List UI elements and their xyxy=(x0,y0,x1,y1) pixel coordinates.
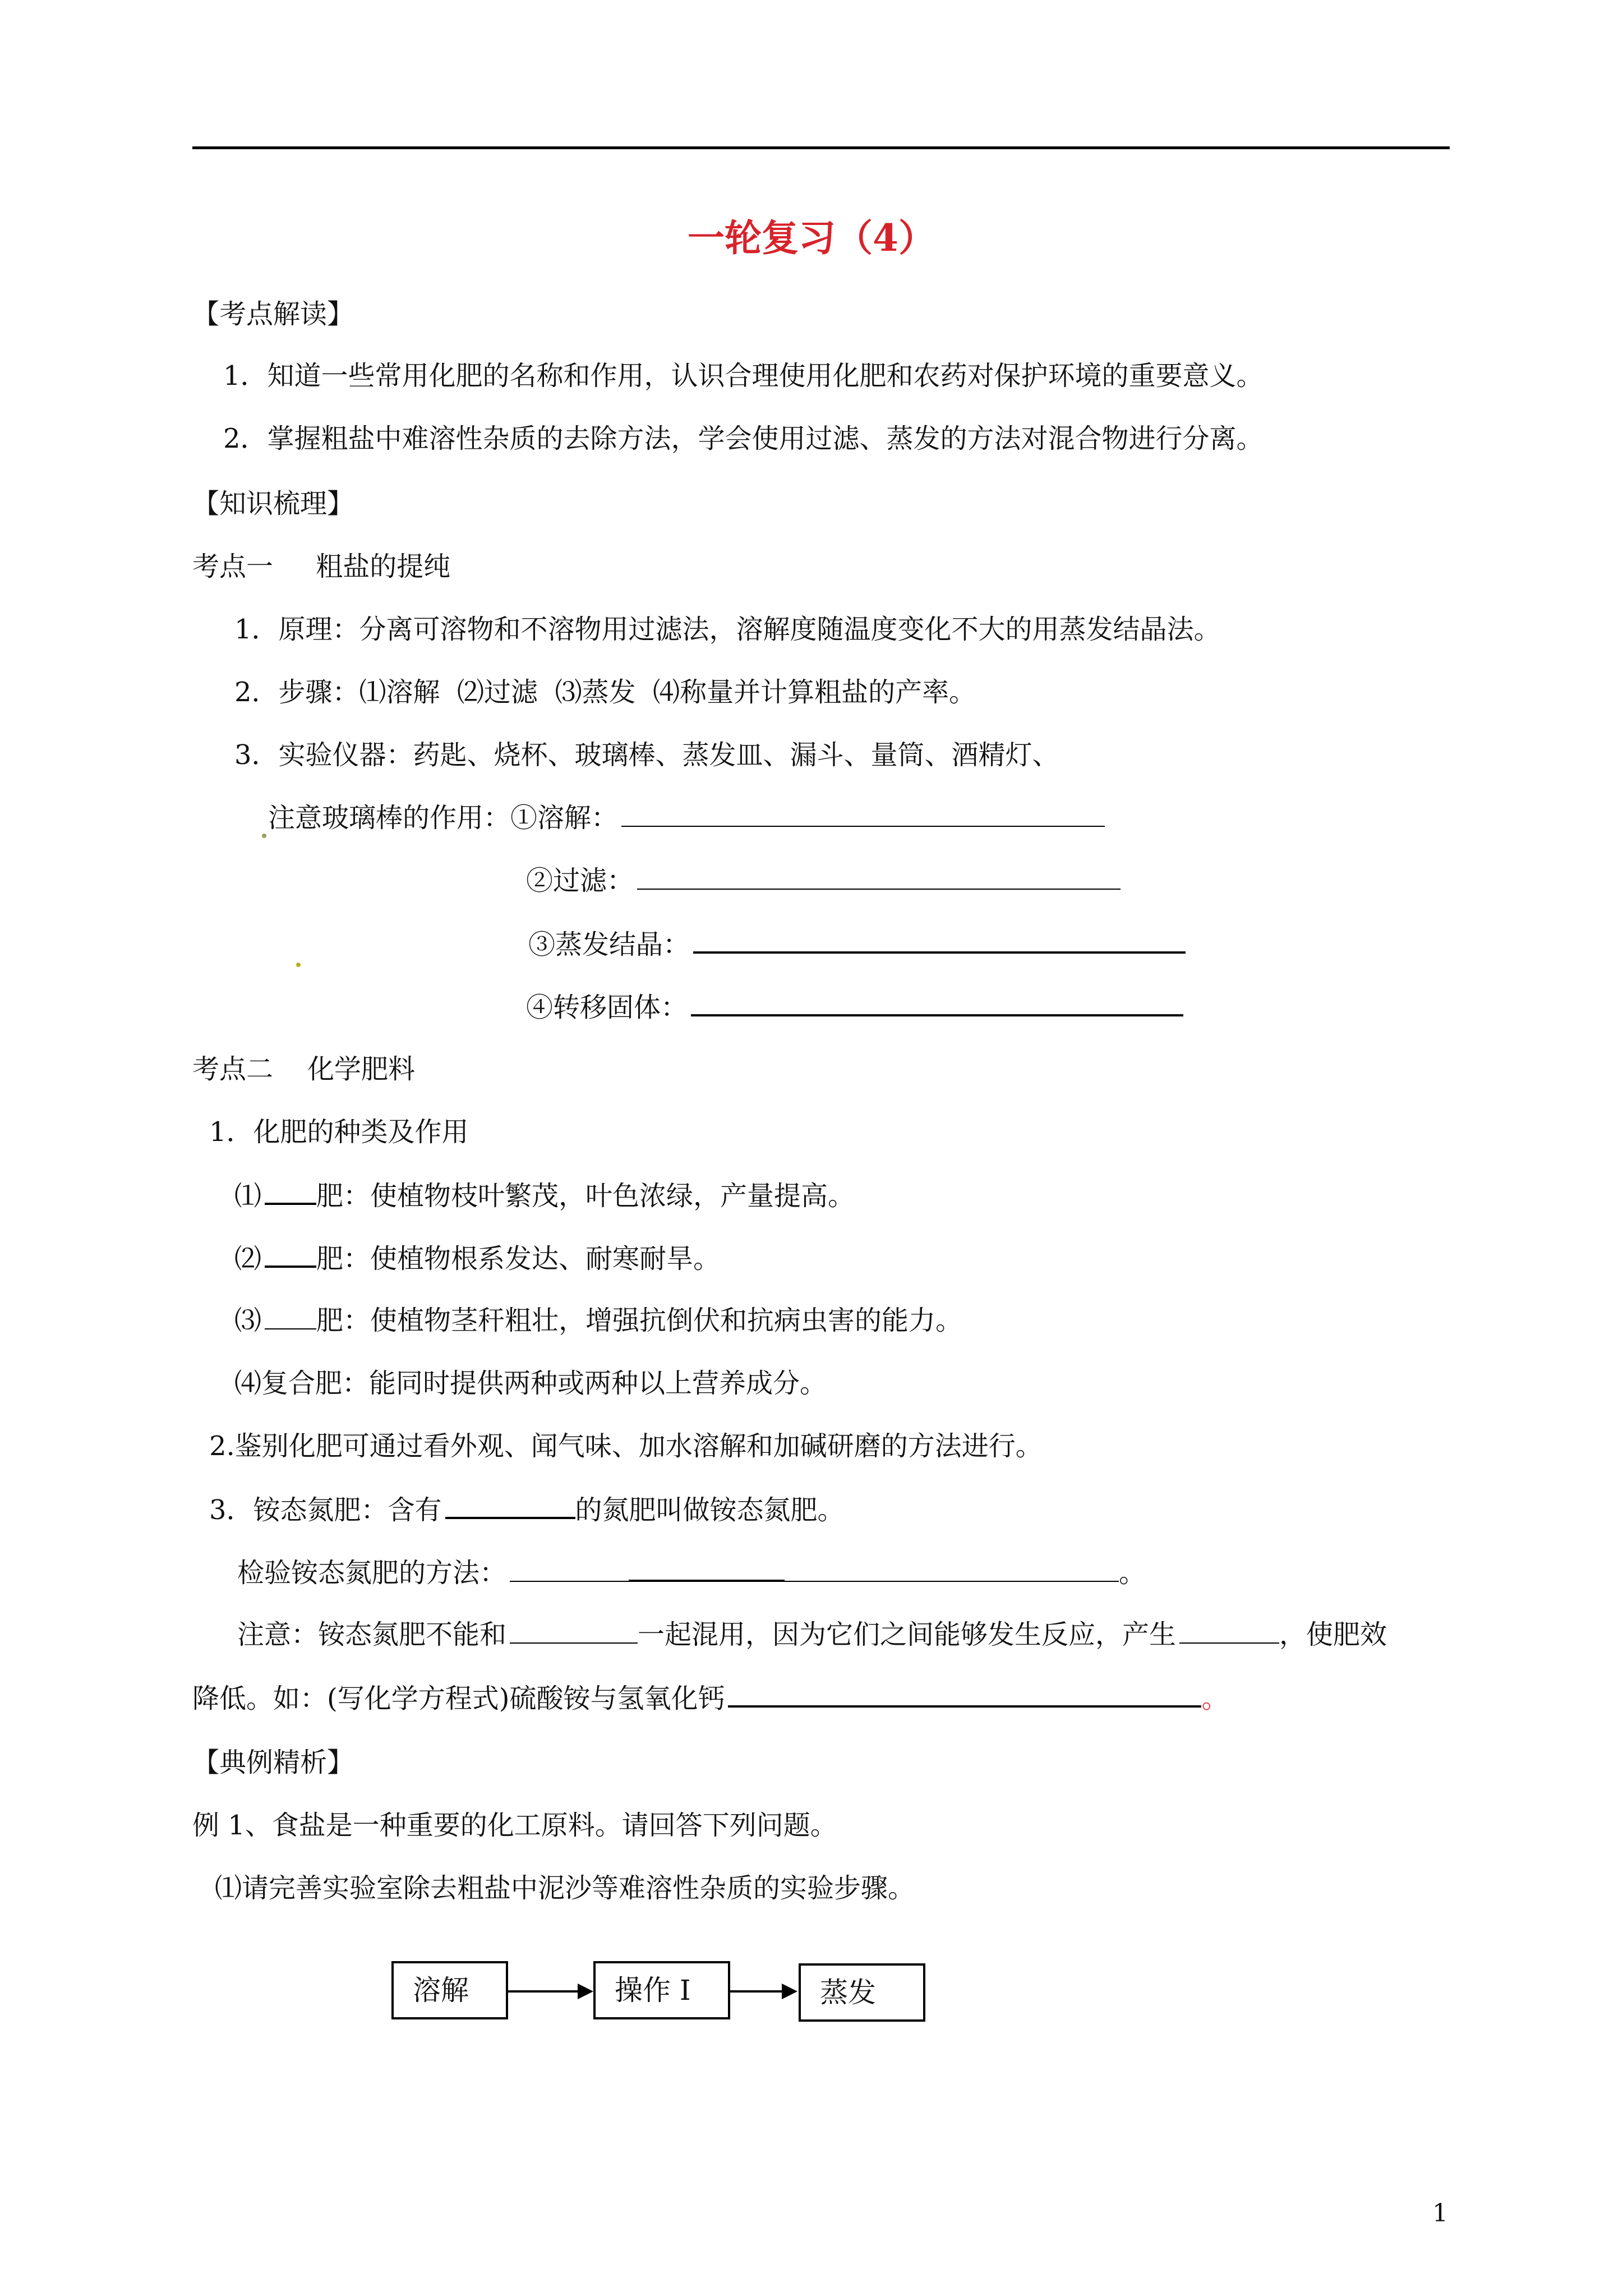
fert-item-1: ⑴ 肥：使植物枝叶繁茂，叶色浓绿，产量提高。 xyxy=(234,1178,855,1213)
glass-rod-label-4: ④转移固体： xyxy=(526,992,688,1023)
glass-rod-blank-2 xyxy=(637,864,1121,890)
section1-item-1: 1．原理：分离可溶物和不溶物用过滤法，溶解度随温度变化不大的用蒸发结晶法。 xyxy=(234,614,1221,645)
glass-rod-row-3 xyxy=(528,927,1186,961)
stray-dot-1 xyxy=(262,834,266,838)
ammonium-line: 3．铵态氮肥：含有 的氮肥叫做铵态氮肥。 xyxy=(209,1492,845,1527)
zhishi-heading: 【知识梳理】 xyxy=(192,488,354,519)
example-heading: 【典例精析】 xyxy=(192,1747,354,1778)
fert-heading: 1．化肥的种类及作用 xyxy=(209,1116,469,1148)
glass-rod-blank-4 xyxy=(691,990,1183,1016)
kaodian-heading: 【考点解读】 xyxy=(192,298,354,330)
glass-rod-label-1: ①溶解： xyxy=(510,802,619,834)
fert-blank-1 xyxy=(265,1178,316,1205)
flow-step-operation: 操作 I xyxy=(593,1961,730,2019)
section2-title: 考点二 化学肥料 xyxy=(192,1053,416,1085)
flow-step-dissolve: 溶解 xyxy=(391,1961,508,2019)
fert-item-3: ⑶ 肥：使植物茎秆粗壮，增强抗倒伏和抗病虫害的能力。 xyxy=(234,1305,963,1336)
section1-item-3: 3．实验仪器：药匙、烧杯、玻璃棒、蒸发皿、漏斗、量筒、酒精灯、 xyxy=(234,739,1059,771)
page-number: 1 xyxy=(1432,2199,1448,2228)
glass-rod-label-2: ②过滤： xyxy=(526,865,634,896)
glass-rod-row-1 xyxy=(268,801,1105,835)
fert-item-2: ⑵ 肥：使植物根系发达、耐寒耐旱。 xyxy=(234,1241,720,1276)
header-rule xyxy=(192,146,1450,149)
glass-rod-blank-3 xyxy=(693,927,1186,954)
glass-rod-row-4 xyxy=(526,990,1183,1024)
equation-blank xyxy=(728,1681,1201,1708)
note-blank-2 xyxy=(1179,1618,1279,1644)
kaodian-item-2: 2．掌握粗盐中难溶性杂质的去除方法，学会使用过滤、蒸发的方法对混合物进行分离。 xyxy=(223,423,1264,454)
fert-blank-2 xyxy=(265,1241,316,1268)
note-line-1: 注意：铵态氮肥不能和 一起混用，因为它们之间能够发生反应，产生 ，使肥效 xyxy=(237,1619,1387,1650)
stray-dot-2 xyxy=(296,963,301,967)
test-method-line: 检验铵态氮肥的方法： 。 xyxy=(237,1555,1146,1590)
flow-step-evaporate: 蒸发 xyxy=(799,1963,925,2022)
flow-arrow-1 xyxy=(508,1990,591,1993)
example1-sub: ⑴请完善实验室除去粗盐中泥沙等难溶性杂质的实验步骤。 xyxy=(215,1872,915,1904)
test-method-blank-c xyxy=(785,1556,1119,1582)
section1-item-2: 2．步骤：⑴溶解 ⑵过滤 ⑶蒸发 ⑷称量并计算粗盐的产率。 xyxy=(234,677,976,708)
section1-title: 考点一 粗盐的提纯 xyxy=(192,551,451,582)
note-line-2: 降低。如：(写化学方程式)硫酸铵与氢氧化钙 。 xyxy=(192,1681,1228,1715)
glass-rod-row-2 xyxy=(526,864,1121,898)
identify-line: 2.鉴别化肥可通过看外观、闻气味、加水溶解和加碱研磨的方法进行。 xyxy=(209,1430,1043,1462)
fert-item-4: ⑷复合肥：能同时提供两种或两种以上营养成分。 xyxy=(234,1368,827,1399)
page-title: 一轮复习（4） xyxy=(688,216,935,260)
glass-rod-blank-1 xyxy=(621,801,1105,827)
example1-title: 例 1、食盐是一种重要的化工原料。请回答下列问题。 xyxy=(192,1810,837,1841)
test-method-blank-b xyxy=(629,1555,785,1582)
note-blank-1 xyxy=(510,1618,638,1644)
kaodian-item-1: 1．知道一些常用化肥的名称和作用，认识合理使用化肥和农药对保护环境的重要意义。 xyxy=(223,360,1264,392)
test-method-blank-a xyxy=(510,1556,629,1582)
fert-blank-3 xyxy=(265,1304,316,1329)
glass-rod-label-3: ③蒸发结晶： xyxy=(528,929,690,960)
flow-arrow-2 xyxy=(730,1990,795,1993)
glass-rod-intro: 注意玻璃棒的作用： xyxy=(268,802,511,834)
ammonium-blank xyxy=(445,1492,575,1519)
